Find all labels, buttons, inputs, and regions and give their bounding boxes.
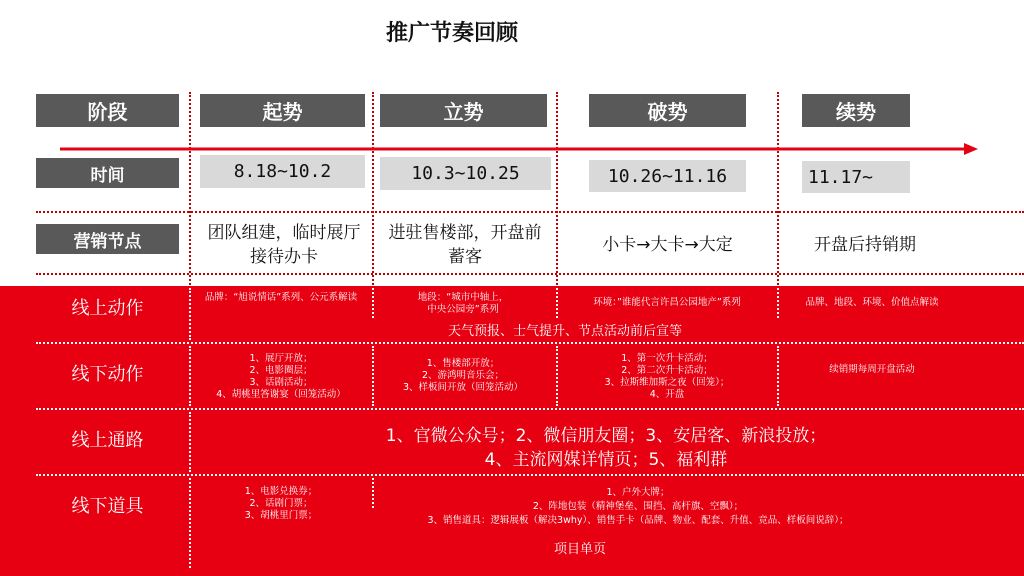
stage-poshi (589, 94, 746, 127)
page-title (0, 16, 1024, 47)
offline-actions-lishi-item: 3、样板间开放（回笼活动） (402, 382, 524, 393)
time-lishi-text: 10.3~10.25 (411, 163, 520, 184)
timeline-arrow (60, 141, 980, 157)
online-actions-lishi (378, 292, 548, 316)
time-lishi (380, 157, 551, 190)
time-poshi-text: 10.26~11.16 (607, 165, 728, 187)
stage-poshi-text: 破势 (647, 100, 688, 124)
time-qishi-text: 8.18~10.2 (233, 161, 332, 182)
online-actions-xushi-text: 品牌、地段、环境、价值点解读 (805, 297, 939, 308)
offline-actions-poshi-item: 2、第二次升卡活动； (621, 365, 713, 376)
offline-props-qishi-item: 3、胡桃里门票； (244, 510, 318, 521)
page-title-text: 推广节奏回顾 (385, 21, 518, 46)
column-divider (189, 92, 191, 288)
online-actions-shared-text: 天气预报、士气提升、节点活动前后宣等 (447, 324, 682, 339)
offline-actions-lishi-item: 1、售楼部开放； (426, 358, 500, 369)
online-actions-label-text: 线上动作 (71, 298, 144, 319)
online-actions-label (36, 290, 179, 324)
offline-actions-qishi-item: 3、话剧活动； (249, 377, 313, 388)
panel-column-divider (556, 346, 558, 406)
offline-actions-qishi-item: 4、胡桃里答谢宴（回笼活动） (216, 389, 346, 400)
panel-row-divider (36, 474, 1024, 476)
offline-actions-lishi-item: 2、游鸿明音乐会； (421, 370, 505, 381)
stage-header-label (36, 94, 179, 127)
time-poshi (589, 160, 746, 192)
column-divider (556, 92, 558, 288)
marketing-node-poshi (565, 230, 770, 260)
offline-props-footer-text: 项目单页 (553, 542, 606, 557)
offline-props-shared-item: 1、户外大牌； (606, 487, 670, 498)
offline-actions-poshi-item: 3、拉斯维加斯之夜（回笼）； (604, 377, 730, 388)
marketing-node-qishi (205, 220, 363, 270)
online-actions-xushi (782, 297, 962, 309)
offline-actions-poshi-item: 1、第一次升卡活动； (621, 353, 713, 364)
offline-props-qishi (196, 486, 366, 522)
row-divider (36, 273, 1024, 275)
online-channels-label (36, 422, 179, 456)
offline-props-shared-item: 3、销售道具：逻辑展板（解决3why）、销售手卡（品牌、物业、配套、升值、竞品、样板间说辞）； (427, 515, 849, 526)
panel-column-divider (372, 346, 374, 406)
marketing-node-qishi-text: 团队组建，临时展厅接待办卡 (207, 223, 361, 267)
online-actions-lishi-line1: 地段：“城市中轴上， (417, 292, 509, 303)
offline-actions-xushi-text: 续销期每周开盘活动 (829, 364, 915, 375)
online-actions-qishi-text: 品牌：“旭说情话”系列、公元系解读 (204, 292, 358, 303)
panel-row-divider (36, 342, 1024, 344)
marketing-label-text: 营销节点 (73, 231, 142, 252)
panel-column-divider (189, 346, 191, 406)
offline-props-label-text: 线下道具 (71, 496, 144, 517)
online-actions-poshi (560, 297, 774, 309)
offline-actions-label (36, 356, 179, 390)
column-divider (777, 92, 779, 288)
offline-props-footer (480, 538, 680, 557)
marketing-label (36, 224, 179, 254)
marketing-node-xushi (790, 230, 940, 260)
offline-props-shared (378, 486, 898, 528)
time-label (36, 158, 179, 188)
stage-xushi (802, 94, 910, 127)
stage-xushi-text: 续势 (836, 100, 876, 124)
panel-column-divider (189, 478, 191, 568)
panel-column-divider (777, 288, 779, 318)
column-divider (372, 92, 374, 288)
time-label-text: 时间 (90, 165, 125, 186)
panel-column-divider (372, 478, 374, 508)
marketing-node-poshi-text: 小卡→大卡→大定 (602, 235, 733, 255)
offline-actions-xushi (782, 364, 962, 376)
online-actions-lishi-line2: 中央公园旁”系列 (427, 304, 499, 315)
online-actions-qishi (196, 292, 366, 304)
stage-header-text: 阶段 (87, 100, 128, 124)
panel-column-divider (189, 288, 191, 340)
online-actions-poshi-text: 环境：”谁能代言许昌公园地产”系列 (593, 297, 741, 308)
offline-props-qishi-item: 1、电影兑换券； (244, 486, 318, 497)
offline-actions-qishi-item: 1、展厅开放； (249, 353, 313, 364)
online-channels-content (196, 424, 1016, 472)
offline-actions-lishi (378, 358, 548, 394)
panel-column-divider (556, 288, 558, 318)
online-channels-label-text: 线上通路 (71, 430, 144, 451)
time-xushi (802, 161, 910, 193)
row-divider (36, 211, 1024, 213)
offline-actions-label-text: 线下动作 (71, 364, 144, 385)
online-channels-line2: 4、主流网媒详情页；5、福利群 (484, 450, 728, 470)
marketing-node-lishi-text: 进驻售楼部，开盘前蓄客 (388, 223, 542, 267)
marketing-node-xushi-text: 开盘后持销期 (814, 235, 916, 255)
offline-actions-poshi (560, 353, 774, 401)
stage-qishi-text: 起势 (262, 100, 303, 124)
panel-column-divider (777, 346, 779, 406)
panel-column-divider (189, 412, 191, 472)
offline-actions-qishi (196, 353, 366, 401)
time-xushi-text: 11.17~ (808, 166, 874, 188)
stage-lishi-text: 立势 (443, 100, 484, 124)
panel-row-divider (36, 408, 1024, 410)
offline-props-qishi-item: 2、话剧门票； (249, 498, 313, 509)
stage-qishi (200, 94, 365, 127)
offline-actions-qishi-item: 2、电影圈层； (249, 365, 313, 376)
panel-column-divider (372, 288, 374, 318)
time-qishi (200, 155, 365, 188)
offline-props-shared-item: 2、阵地包装（精神堡垒、围挡、高杆旗、空飘）； (532, 501, 744, 512)
online-actions-shared (380, 320, 750, 339)
offline-props-label (36, 488, 179, 522)
online-channels-line1: 1、官微公众号；2、微信朋友圈；3、安居客、新浪投放； (385, 426, 827, 446)
offline-actions-poshi-item: 4、开盘 (649, 389, 685, 400)
marketing-node-lishi (386, 220, 544, 270)
stage-lishi (380, 94, 547, 127)
